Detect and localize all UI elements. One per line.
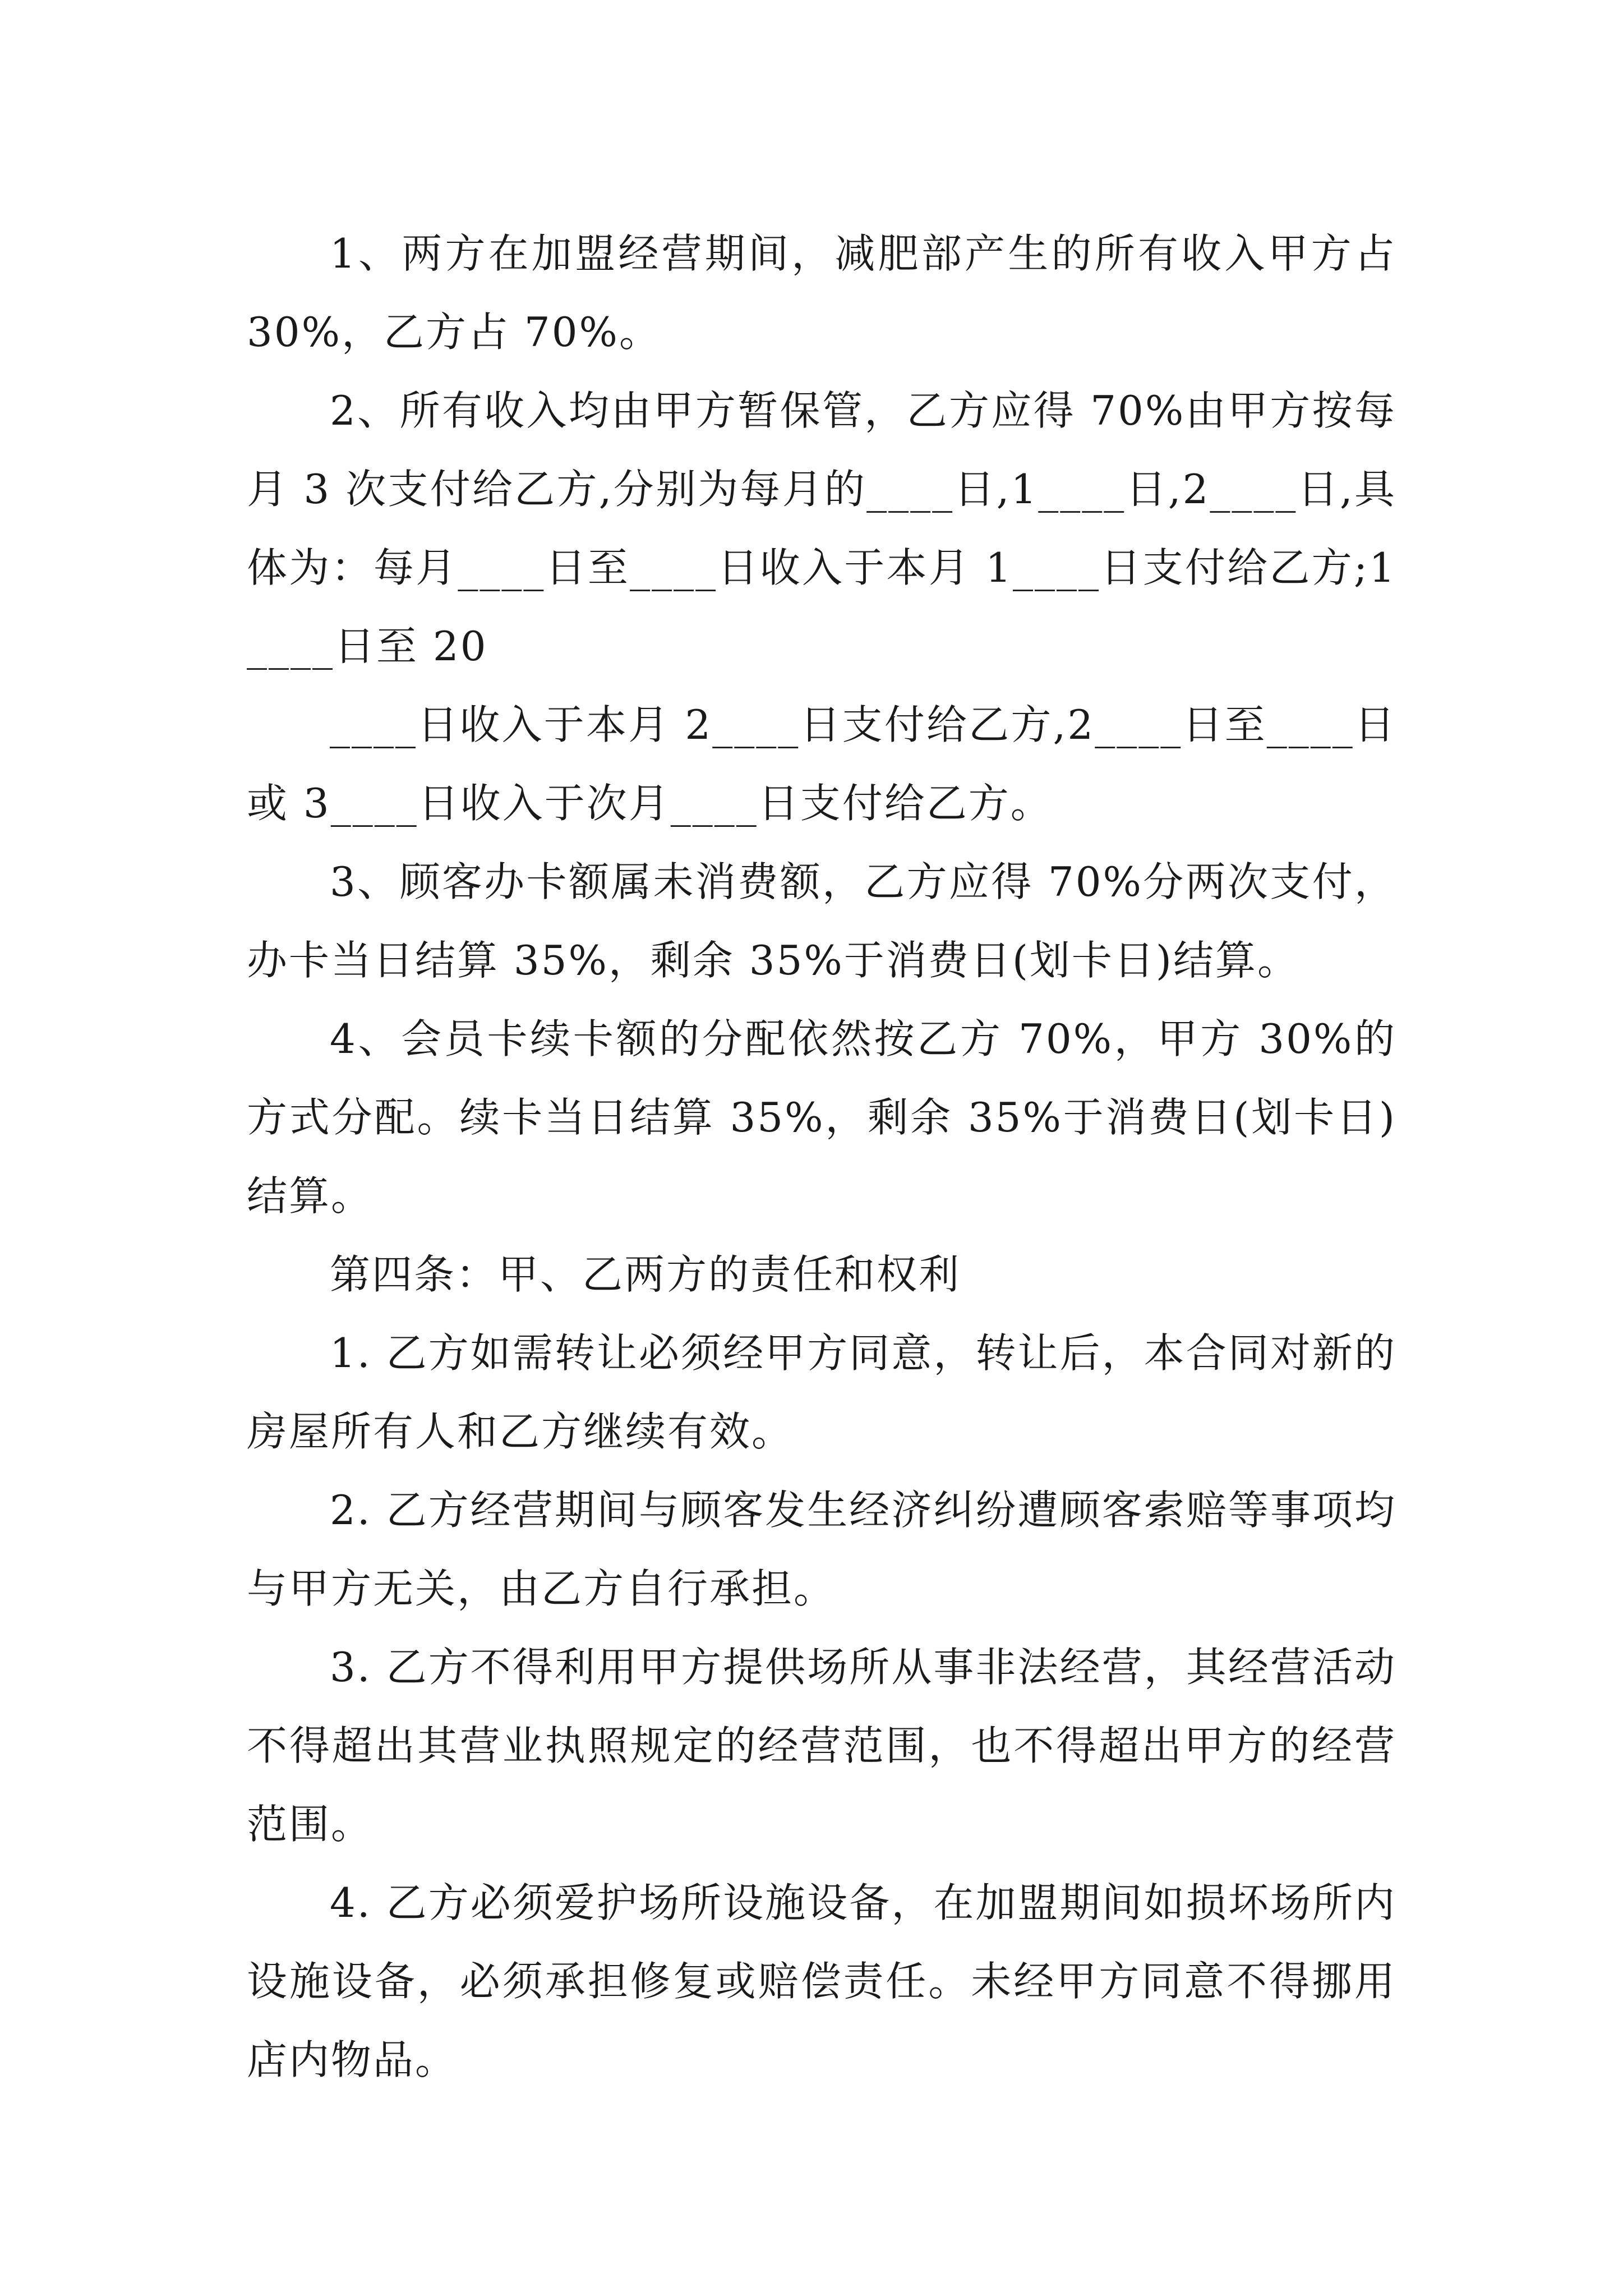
paragraph-payment-schedule: 2、所有收入均由甲方暂保管，乙方应得 70%由甲方按每月 3 次支付给乙方,分别为每月的____日,1____日,2____日,具体为：每月____日至____日收入于本月 1____日支付给乙方;1____日至 20 [247, 387, 1396, 670]
section-heading-article-four: 第四条：甲、乙两方的责任和权利 [330, 1251, 961, 1298]
paragraph-payment-schedule-continued: ____日收入于本月 2____日支付给乙方,2____日至____日或 3____日收入于次月____日支付给乙方。 [247, 701, 1396, 827]
paragraph-legal-operation-clause: 3. 乙方不得利用甲方提供场所从事非法经营，其经营活动不得超出其营业执照规定的经营范围，也不得超出甲方的经营范围。 [247, 1644, 1396, 1848]
paragraph-dispute-clause: 2. 乙方经营期间与顾客发生经济纠纷遭顾客索赔等事项均与甲方无关，由乙方自行承担。 [247, 1487, 1396, 1612]
paragraph-facility-care-clause: 4. 乙方必须爱护场所设施设备，在加盟期间如损坏场所内设施设备，必须承担修复或赔偿责任。未经甲方同意不得挪用店内物品。 [247, 1879, 1396, 2083]
paragraph-transfer-clause: 1. 乙方如需转让必须经甲方同意，转让后，本合同对新的房屋所有人和乙方继续有效。 [247, 1329, 1396, 1455]
paragraph-card-issuance: 3、顾客办卡额属未消费额，乙方应得 70%分两次支付，办卡当日结算 35%，剩余 35%于消费日(划卡日)结算。 [247, 858, 1396, 984]
paragraph-card-renewal: 4、会员卡续卡额的分配依然按乙方 70%，甲方 30%的方式分配。续卡当日结算 35%，剩余 35%于消费日(划卡日)结算。 [247, 1015, 1396, 1220]
document-body [247, 214, 1396, 2099]
paragraph-revenue-split: 1、两方在加盟经营期间，减肥部产生的所有收入甲方占 30%，乙方占 70%。 [247, 230, 1396, 356]
